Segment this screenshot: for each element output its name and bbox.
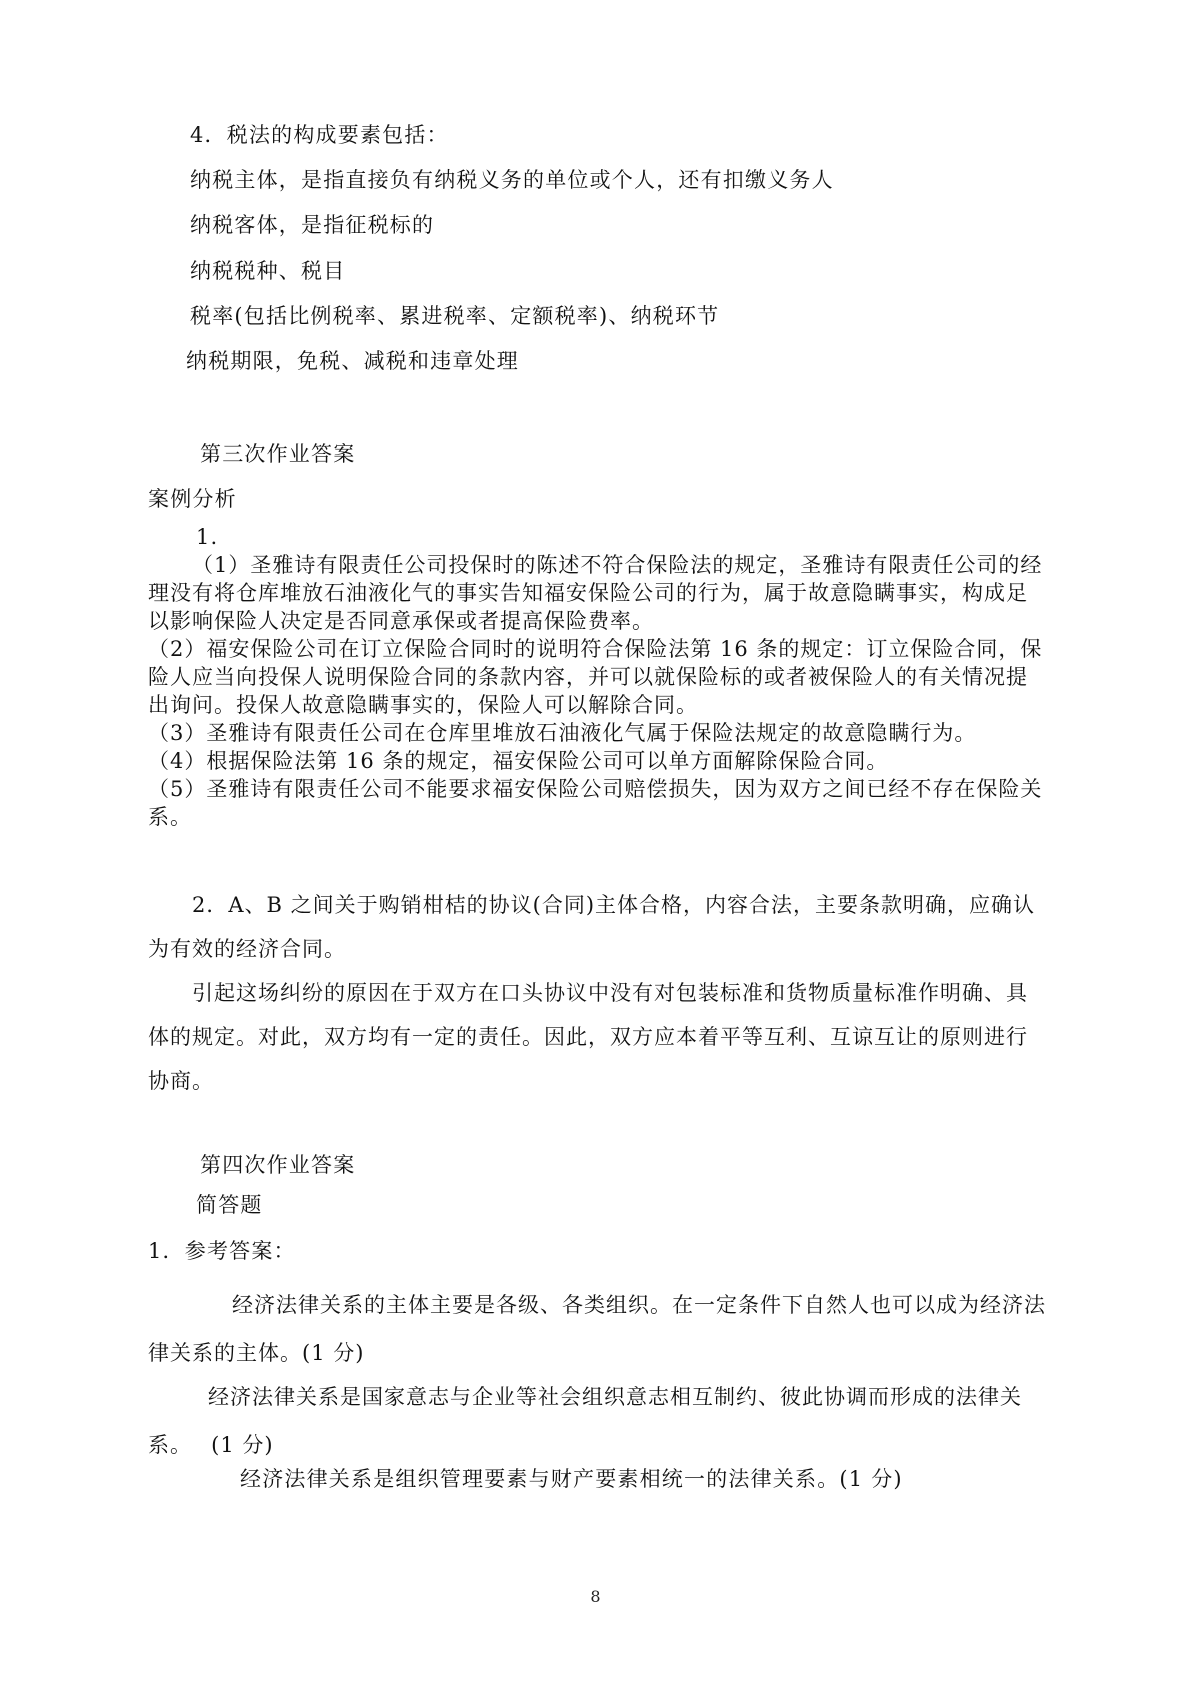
case2-para-2: 引起这场纠纷的原因在于双方在口头协议中没有对包装标准和货物质量标准作明确、具体的规定。对此，双方均有一定的责任。因此，双方应本着平等互利、互谅互让的原则进行协商。: [148, 981, 1028, 1093]
section4-subtitle: 简答题: [196, 1193, 263, 1217]
section3-subtitle: 案例分析: [148, 487, 237, 511]
tax-item-5: 纳税期限，免税、减税和违章处理: [186, 349, 519, 373]
page-number: 8: [590, 1587, 601, 1606]
tax-item-1: 纳税主体，是指直接负有纳税义务的单位或个人，还有扣缴义务人: [190, 168, 834, 192]
case1-para-5: （5）圣雅诗有限责任公司不能要求福安保险公司赔偿损失，因为双方之间已经不存在保险关系。: [148, 777, 1043, 829]
case1-para-2: （2）福安保险公司在订立保险合同时的说明符合保险法第 16 条的规定：订立保险合同，保险人应当向投保人说明保险合同的条款内容，并可以就保险标的或者被保险人的有关情况提出询问。投保人故意隐瞒事实的，保险人可以解除合同。: [148, 637, 1043, 717]
answer-1-c: 经济法律关系是组织管理要素与财产要素相统一的法律关系。(1 分): [240, 1467, 903, 1491]
case1-para-3: （3）圣雅诗有限责任公司在仓库里堆放石油液化气属于保险法规定的故意隐瞒行为。: [148, 721, 977, 745]
case1-para-1: （1）圣雅诗有限责任公司投保时的陈述不符合保险法的规定，圣雅诗有限责任公司的经理没有将仓库堆放石油液化气的事实告知福安保险公司的行为，属于故意隐瞒事实，构成足以影响保险人决定是否同意承保或者提高保险费率。: [148, 553, 1043, 633]
tax-heading: 4．税法的构成要素包括：: [190, 123, 449, 147]
case1-para-4: （4）根据保险法第 16 条的规定，福安保险公司可以单方面解除保险合同。: [148, 749, 889, 773]
tax-item-4: 税率(包括比例税率、累进税率、定额税率)、纳税环节: [190, 304, 720, 328]
section4-title: 第四次作业答案: [200, 1153, 356, 1177]
question-1-label: 1．参考答案：: [148, 1239, 296, 1263]
case1-number: 1.: [196, 525, 219, 549]
case2-para-1: 2．A、B 之间关于购销柑桔的协议(合同)主体合格，内容合法，主要条款明确，应确认为有效的经济合同。: [148, 893, 1036, 961]
tax-item-2: 纳税客体，是指征税标的: [190, 213, 435, 237]
answer-1-a: 经济法律关系的主体主要是各级、各类组织。在一定条件下自然人也可以成为经济法律关系的主体。(1 分): [148, 1293, 1046, 1365]
tax-item-3: 纳税税种、税目: [190, 259, 346, 283]
section3-title: 第三次作业答案: [200, 442, 356, 466]
answer-1-b: 经济法律关系是国家意志与企业等社会组织意志相互制约、彼此协调而形成的法律关系。 (1 分): [148, 1385, 1022, 1457]
